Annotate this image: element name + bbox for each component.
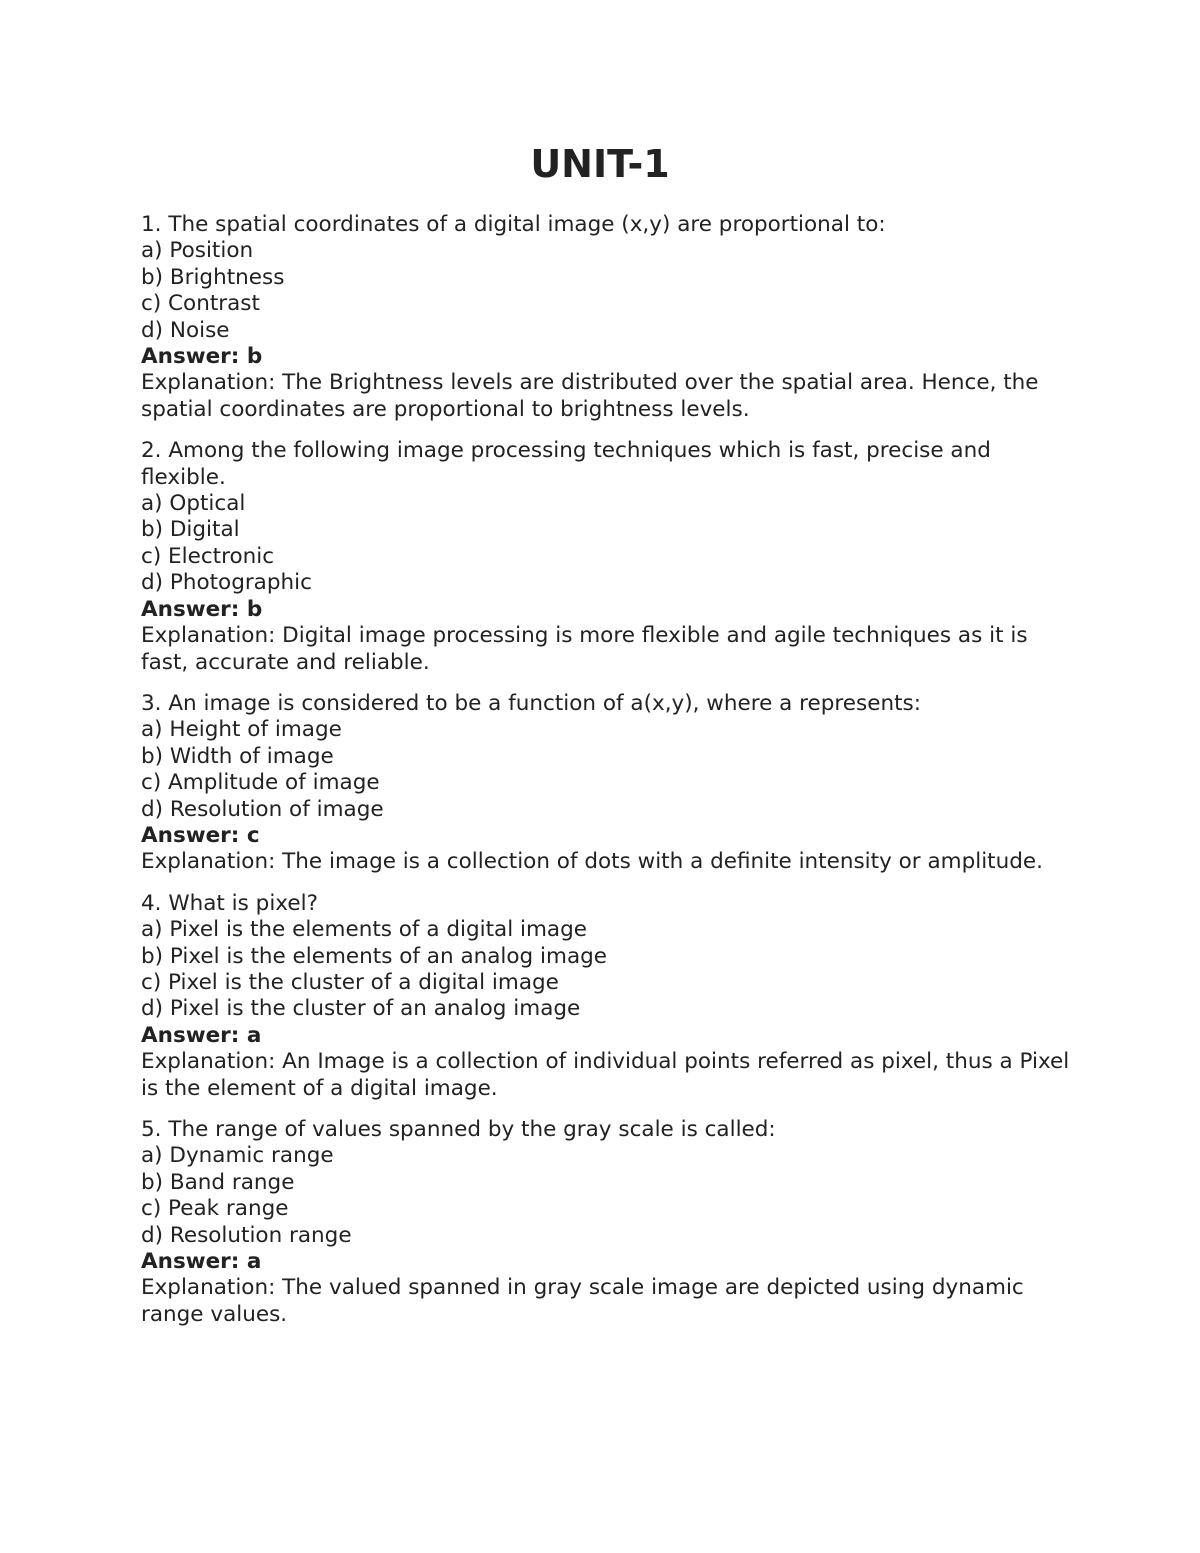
option-a: a) Position	[141, 238, 254, 264]
explanation-text: Explanation: The valued spanned in gray scale image are depicted using dynamic range values.	[141, 1275, 1024, 1327]
question-5	[141, 1117, 1071, 1328]
option-c: c) Pixel is the cluster of a digital image	[141, 969, 559, 995]
answer-label: Answer: b	[141, 596, 263, 622]
question-text: 4. What is pixel?	[141, 890, 318, 916]
answer-label: Answer: a	[141, 1249, 262, 1275]
option-c: c) Contrast	[141, 291, 260, 317]
explanation-text: Explanation: An Image is a collection of individual points referred as pixel, thus a Pixel is the element of a digital image.	[141, 1049, 1070, 1101]
question-text: 2. Among the following image processing techniques which is fast, precise and flexible.	[141, 438, 991, 490]
question-text: 3. An image is considered to be a function of a(x,y), where a represents:	[141, 690, 921, 716]
option-b: b) Brightness	[141, 264, 285, 290]
question-4	[141, 891, 1071, 1102]
explanation-text: Explanation: Digital image processing is more flexible and agile techniques as it is fast, accurate and reliable.	[141, 623, 1028, 675]
option-b: b) Digital	[141, 517, 240, 543]
option-d: d) Resolution range	[141, 1222, 352, 1248]
explanation-text: Explanation: The image is a collection of dots with a definite intensity or amplitude.	[141, 849, 1043, 875]
option-b: b) Pixel is the elements of an analog image	[141, 943, 607, 969]
answer-label: Answer: a	[141, 1022, 262, 1048]
option-a: a) Height of image	[141, 717, 342, 743]
question-3	[141, 691, 1071, 876]
option-d: d) Pixel is the cluster of an analog image	[141, 996, 581, 1022]
answer-label: Answer: c	[141, 822, 260, 848]
question-1	[141, 212, 1071, 423]
option-a: a) Dynamic range	[141, 1143, 334, 1169]
question-list	[141, 212, 1071, 1343]
question-text: 5. The range of values spanned by the gray scale is called:	[141, 1117, 776, 1142]
option-d: d) Noise	[141, 317, 230, 343]
option-d: d) Resolution of image	[141, 796, 384, 822]
option-b: b) Width of image	[141, 743, 334, 769]
question-2	[141, 438, 1071, 676]
option-b: b) Band range	[141, 1169, 295, 1195]
option-c: c) Electronic	[141, 543, 275, 569]
option-a: a) Pixel is the elements of a digital image	[141, 917, 587, 943]
explanation-text: Explanation: The Brightness levels are distributed over the spatial area. Hence, the spatial coordinates are proportional to brightness levels.	[141, 370, 1039, 422]
question-text: 1. The spatial coordinates of a digital image (x,y) are proportional to:	[141, 212, 886, 237]
option-c: c) Amplitude of image	[141, 770, 380, 796]
option-a: a) Optical	[141, 491, 246, 517]
answer-label: Answer: b	[141, 344, 263, 370]
page-title: UNIT-1	[530, 142, 670, 186]
option-c: c) Peak range	[141, 1196, 289, 1222]
option-d: d) Photographic	[141, 570, 312, 596]
